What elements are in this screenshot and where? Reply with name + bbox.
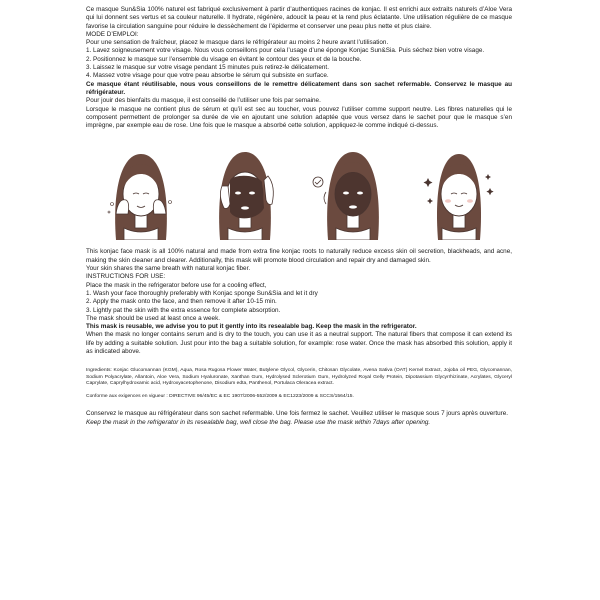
fr-step-4: 4. Massez votre visage pour que votre peau absorbe le sérum qui subsiste en surface.	[86, 72, 329, 80]
fr-once-week: Pour jouir des bienfaits du masque, il est conseillé de l’utiliser une fois par semaine.	[86, 97, 321, 105]
storage-en: Keep the mask in the refrigerator in its resealable bag, well close the bag. Please use the mask within 7days after opening.	[86, 418, 431, 426]
fr-intro: Ce masque Sun&Sia 100% naturel est fabriqué exclusivement à partir d’authentiques racines de konjac. Il est enrichi aux extraits naturels d’Aloe Vera qui lui donnent ses vertus et sa couleur naturelle. Il hydrate, régénère, adoucit la peau et la rend plus éclatante. Une utilisation régulière de ce masque favorise la circulation sanguine pour réduire le dessèchement de l’épiderme et conserver une peau plus nette et plus claire.	[86, 6, 512, 30]
en-breath: Your skin shares the same breath with natural konjac fiber.	[86, 265, 251, 273]
conformity-note: Conforme aux exigences en vigueur : DIRECTIVE 96/45/EC & EC 1907/2006-552/2009 & EC1223/2009 & SCCS/1564/15.	[86, 393, 354, 399]
glowing-skin-illustration	[418, 148, 498, 240]
fr-reuse-note: Ce masque étant réutilisable, nous vous conseillons de le remettre délicatement dans son sachet refermable. Conservez le masque au réfrigérateur.	[86, 80, 512, 96]
en-instr-intro: Place the mask in the refrigerator before use for a cooling effect,	[86, 281, 267, 289]
illustrations-row	[86, 144, 512, 240]
en-step-1: 1. Wash your face thoroughly preferably with Konjac sponge Sun&Sia and let it dry	[86, 289, 318, 297]
fr-step-1: 1. Lavez soigneusement votre visage. Nous vous conseillons pour cela l’usage d’une éponge Konjac Sun&Sia. Puis séchez bien votre visage.	[86, 47, 485, 55]
ingredients-list: Ingredients: Konjac Glucomannan (KGM), Aqua, Rosa Rugosa Flower Water, Butylene Glycol, Glycerin, Chitosan Glycolate, Avena Sativa (OAT) Kernel Extract, Jojoba oil PEG, Glycomannan, Sodium Polyacrylate, Allantoin, Aloe Vera, Sodium Hyaluronate, Xanthan Gum, Hydrolysed Sclerotium Gum, Hydrolyzed Royal Gelly Protein, Dipotassium Glycyrrhizinate, Acrylates, Glyceryl Caprylate, Caprylhydroxamic acid, Hydroxyacetophenone, Disodium edta, Panthenol, Portulaca Oleracea extract.	[86, 368, 512, 387]
en-reuse-note: This mask is reusable, we advise you to put it gently into its resealable bag. Keep the mask in the refrigerator.	[86, 323, 417, 331]
washing-face-illustration	[102, 148, 180, 240]
en-dry-note: When the mask no longer contains serum and is dry to the touch, you can use it as a neutral support. The natural fibers that compose it can extend its life by adding a suitable solution. Just pour into the bag a suitable solution, for example: rose water. Once the mask has absorbed this solution, apply it as indicated above.	[86, 331, 512, 356]
storage-fr: Conservez le masque au réfrigérateur dans son sachet refermable. Une fois fermez le sachet. Veuillez utiliser le masque sous 7 jours après ouverture.	[86, 410, 509, 418]
en-intro: This konjac face mask is all 100% natural and made from extra fine konjac roots to naturally reduce excess skin oil secretion, blackheads, and acne, making the skin cleaner and clearer. Additionally, this mask will promote blood circulation and repair dry and damaged skin.	[86, 248, 512, 264]
english-section	[86, 248, 512, 356]
fr-step-2: 2. Positionnez le masque sur l’ensemble du visage en évitant le contour des yeux et de la bouche.	[86, 55, 362, 63]
fr-mode-title: MODE D’EMPLOI:	[86, 30, 139, 38]
en-step-3: 3. Lightly pat the skin with the extra essence for complete absorption.	[86, 306, 281, 314]
mask-on-face-illustration	[312, 146, 392, 240]
en-instr-title: INSTRUCTIONS FOR USE:	[86, 273, 166, 281]
en-frequency: The mask should be used at least once a week.	[86, 314, 221, 322]
document-page	[86, 6, 512, 427]
en-step-2: 2. Apply the mask onto the face, and then remove it after 10-15 min.	[86, 298, 277, 306]
fr-step-3: 3. Laissez le masque sur votre visage pendant 15 minutes puis retirez-le délicatement.	[86, 64, 329, 72]
french-section	[86, 6, 512, 130]
applying-mask-illustration	[206, 146, 286, 240]
fr-mode-intro: Pour une sensation de fraîcheur, placez le masque dans le réfrigérateur au moins 2 heure avant l’utilisation.	[86, 39, 389, 47]
fr-dry-note: Lorsque le masque ne contient plus de sérum et qu’il est sec au toucher, vous pouvez l’utiliser comme support neutre. Les fibres naturelles qui le composent permettent de prolonger sa durée de vie en ajoutant une solution adaptée que vous versez dans le sachet pour que le masque s’en imprègne, par exemple eau de rose. Une fois que le masque a absorbé cette solution, appliquez-le comme indiqué ci-dessus.	[86, 105, 512, 130]
storage-section	[86, 410, 512, 427]
